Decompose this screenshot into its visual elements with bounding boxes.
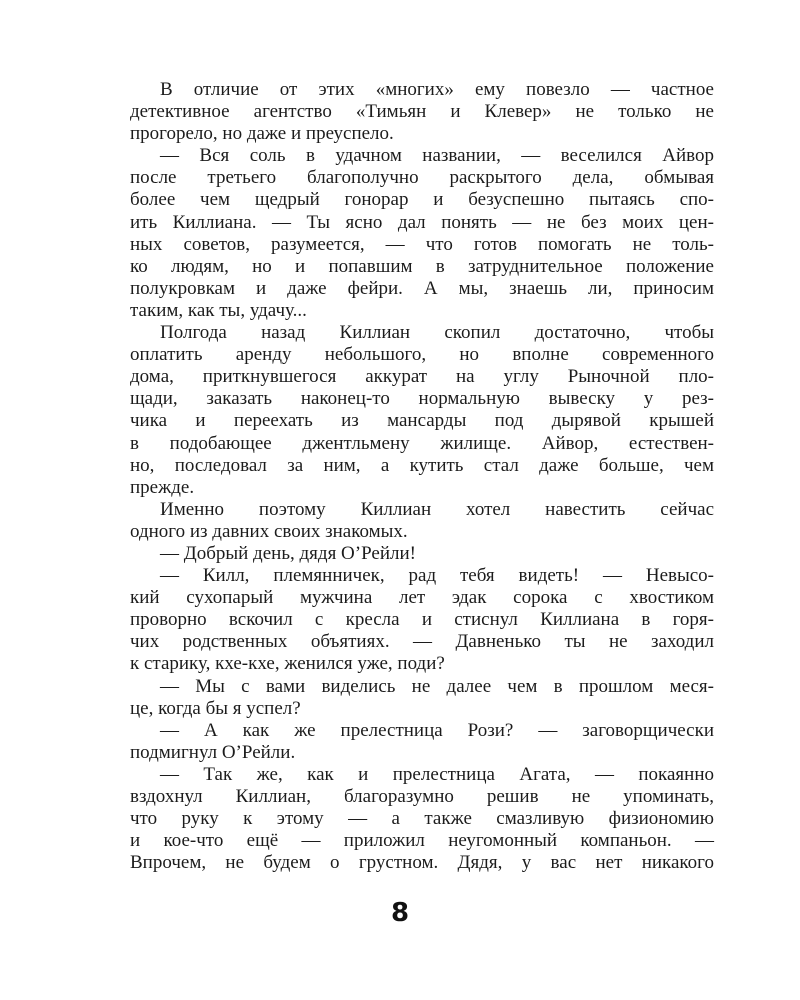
text-line: чих родственных объятиях. — Давненько ты не заходил	[130, 631, 714, 653]
text-line: прежде.	[130, 476, 195, 498]
text-line: Полгода назад Киллиан скопил достаточно, чтобы	[160, 322, 714, 344]
text-line: ить Киллиана. — Ты ясно дал понять — не без моих цен-	[130, 211, 714, 233]
text-line: — Добрый день, дядя О’Рейли!	[160, 542, 416, 564]
text-line: дома, приткнувшегося аккурат на углу Рыночной пло-	[130, 366, 714, 388]
text-line: подмигнул О’Рейли.	[130, 741, 296, 763]
text-line: кий сухопарый мужчина лет эдак сорока с хвостиком	[130, 587, 714, 609]
text-line: це, когда бы я успел?	[130, 697, 301, 719]
text-line: вздохнул Киллиан, благоразумно решив не упоминать,	[130, 786, 714, 807]
text-line: таким, как ты, удачу...	[130, 299, 307, 321]
text-line: детективное агентство «Тимьян и Клевер» не только не	[130, 101, 714, 123]
text-line: в подобающее джентльмену жилище. Айвор, естествен-	[130, 432, 714, 454]
text-line: — Так же, как и прелестница Агата, — покаянно	[160, 763, 714, 785]
text-line: ных советов, разумеется, — что готов помогать не толь-	[130, 233, 714, 255]
text-line: — А как же прелестница Рози? — заговорщически	[160, 719, 714, 741]
text-line: — Мы с вами виделись не далее чем в прошлом меся-	[160, 675, 714, 697]
text-line: после третьего благополучно раскрытого дела, обмывая	[130, 167, 714, 189]
text-line: прогорело, но даже и преуспело.	[130, 123, 394, 145]
text-line: к старику, кхе-кхе, женился уже, поди?	[130, 653, 445, 675]
text-line: оплатить аренду небольшого, но вполне современного	[130, 344, 714, 366]
text-line: Впрочем, не будем о грустном. Дядя, у вас нет никакого	[130, 852, 714, 874]
text-line: щади, заказать наконец-то нормальную вывеску у рез-	[130, 388, 714, 410]
text-line: Именно поэтому Киллиан хотел навестить сейчас	[160, 498, 714, 520]
text-line: одного из давних своих знакомых.	[130, 520, 408, 542]
text-line: ко людям, но и попавшим в затруднительное положение	[130, 255, 714, 277]
text-line: проворно вскочил с кресла и стиснул Киллиана в горя-	[130, 609, 714, 631]
text-line: что руку к этому — а также смазливую физиономию	[130, 808, 714, 830]
text-line: В отличие от этих «многих» ему повезло — частное	[160, 79, 714, 100]
page-number: 8	[390, 898, 410, 928]
text-line: и кое-что ещё — приложил неугомонный компаньон. —	[130, 830, 714, 852]
text-line: полукровкам и даже фейри. А мы, знаешь ли, приносим	[130, 277, 714, 299]
text-line: более чем щедрый гонорар и безуспешно пытаясь спо-	[130, 189, 714, 211]
body-text	[130, 79, 714, 874]
text-line: чика и переехать из мансарды под дырявой крышей	[130, 410, 714, 432]
text-line: — Вся соль в удачном названии, — веселился Айвор	[160, 145, 714, 167]
text-line: но, последовал за ним, а кутить стал даже больше, чем	[130, 454, 714, 476]
text-line: — Килл, племянничек, рад тебя видеть! — Невысо-	[160, 565, 714, 587]
